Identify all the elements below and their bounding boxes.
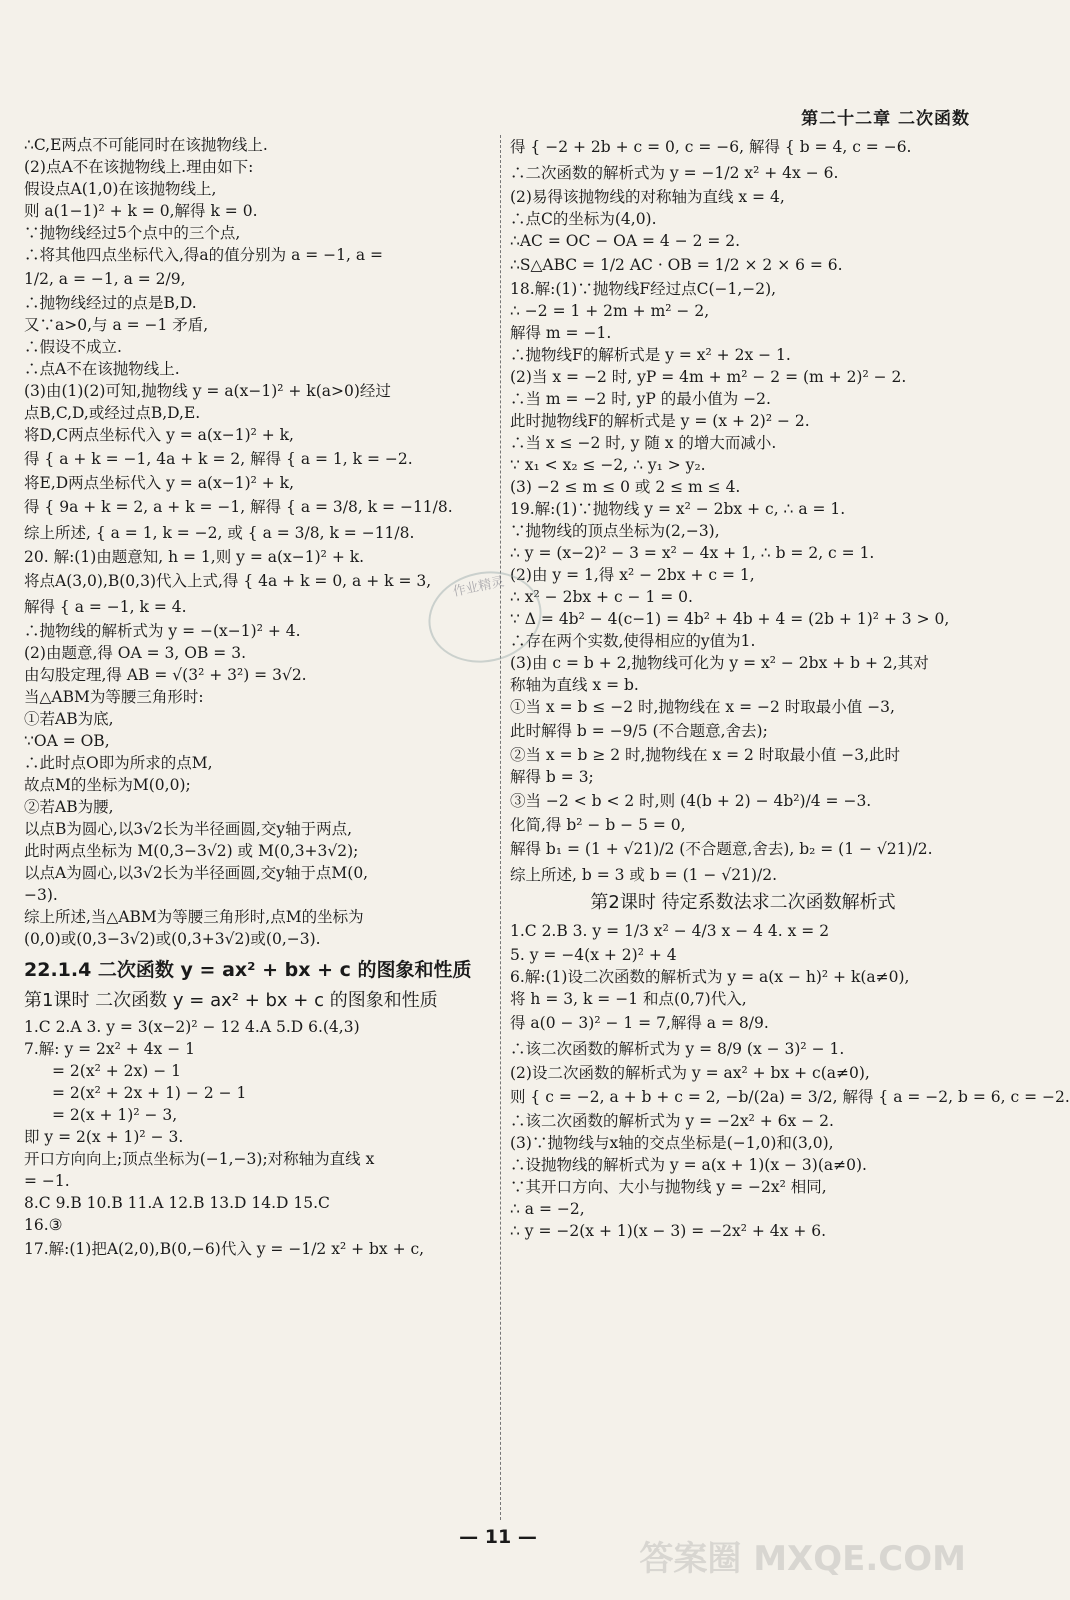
equation-system-line: 将点A(3,0),B(0,3)代入上式,得 { 4a + k = 0, a + k = 3, <box>24 572 432 590</box>
column-divider <box>500 135 501 1520</box>
text-line: 当△ABM为等腰三角形时: <box>24 688 204 706</box>
text-line: (2)易得该抛物线的对称轴为直线 x = 4, <box>510 188 785 206</box>
text-line: (2)由题意,得 OA = 3, OB = 3. <box>24 644 246 662</box>
text-line: 此时抛物线F的解析式是 y = (x + 2)² − 2. <box>510 412 810 430</box>
text-line: 化简,得 b² − b − 5 = 0, <box>510 816 686 834</box>
lesson-heading: 第1课时 二次函数 y = ax² + bx + c 的图象和性质 <box>24 990 438 1011</box>
text-line: 综上所述,当△ABM为等腰三角形时,点M的坐标为 <box>24 908 364 926</box>
left-column <box>24 134 494 1262</box>
text-line: 开口方向向上;顶点坐标为(−1,−3);对称轴为直线 x <box>24 1150 375 1168</box>
text-line: ∴存在两个实数,使得相应的y值为1. <box>510 632 756 650</box>
text-line: ③当 −2 < b < 2 时,则 (4(b + 2) − 4b²)/4 = −3. <box>510 792 872 810</box>
text-line: ∵其开口方向、大小与抛物线 y = −2x² 相同, <box>510 1178 827 1196</box>
text-line: (2)设二次函数的解析式为 y = ax² + bx + c(a≠0), <box>510 1064 870 1082</box>
answer-key-line: 5. y = −4(x + 2)² + 4 <box>510 946 677 964</box>
text-line: ∴抛物线的解析式为 y = −(x−1)² + 4. <box>24 622 301 640</box>
text-line: 解得 b = 3; <box>510 768 594 786</box>
text-line: ∵抛物线的顶点坐标为(2,−3), <box>510 522 720 540</box>
problem-start: 19.解:(1)∵抛物线 y = x² − 2bx + c, ∴ a = 1. <box>510 500 846 518</box>
text-line: 综上所述, b = 3 或 b = (1 − √21)/2. <box>510 866 778 884</box>
equation-system-line: 则 { c = −2, a + b + c = 2, −b/(2a) = 3/2, 解得 { a = −2, b = 6, c = −2. <box>510 1088 1070 1106</box>
text-line: (0,0)或(0,3−3√2)或(0,3+3√2)或(0,−3). <box>24 930 321 948</box>
text-line: = 2(x + 1)² − 3, <box>52 1106 178 1124</box>
text-line: ∴点C的坐标为(4,0). <box>510 210 657 228</box>
text-line: 以点B为圆心,以3√2长为半径画圆,交y轴于两点, <box>24 820 353 838</box>
text-line: 此时两点坐标为 M(0,3−3√2) 或 M(0,3+3√2); <box>24 842 359 860</box>
text-line: ②当 x = b ≥ 2 时,抛物线在 x = 2 时取最小值 −3,此时 <box>510 746 900 764</box>
equation-system-line: 综上所述, { a = 1, k = −2, 或 { a = 3/8, k = −11/8. <box>24 524 415 542</box>
text-line: ∴当 x ≤ −2 时, y 随 x 的增大而减小. <box>510 434 777 452</box>
text-line: ∵ x₁ < x₂ ≤ −2, ∴ y₁ > y₂. <box>510 456 706 474</box>
text-line: 故点M的坐标为M(0,0); <box>24 776 191 794</box>
text-line: ①当 x = b ≤ −2 时,抛物线在 x = −2 时取最小值 −3, <box>510 698 895 716</box>
text-line: ∴将其他四点坐标代入,得a的值分别为 a = −1, a = <box>24 246 384 264</box>
text-line: 此时解得 b = −9/5 (不合题意,舍去); <box>510 722 768 740</box>
text-line: ∴假设不成立. <box>24 338 122 356</box>
text-line: ∴设抛物线的解析式为 y = a(x + 1)(x − 3)(a≠0). <box>510 1156 867 1174</box>
text-line: 又∵a>0,与 a = −1 矛盾, <box>24 316 209 334</box>
text-line: (3)∵抛物线与x轴的交点坐标是(−1,0)和(3,0), <box>510 1134 834 1152</box>
text-line: 将D,C两点坐标代入 y = a(x−1)² + k, <box>24 426 294 444</box>
text-line: ∴S△ABC = 1/2 AC · OB = 1/2 × 2 × 6 = 6. <box>510 256 843 274</box>
text-line: 解得 b₁ = (1 + √21)/2 (不合题意,舍去), b₂ = (1 − √21)/2. <box>510 840 933 858</box>
text-line: ∴点A不在该抛物线上. <box>24 360 180 378</box>
text-line: ∴该二次函数的解析式为 y = −2x² + 6x − 2. <box>510 1112 834 1130</box>
corner-watermark-logo: 答案圈 MXQE.COM <box>639 1539 966 1579</box>
text-line: ①若AB为底, <box>24 710 114 728</box>
text-line: ∴ y = (x−2)² − 3 = x² − 4x + 1, ∴ b = 2, c = 1. <box>510 544 875 562</box>
text-line: 将E,D两点坐标代入 y = a(x−1)² + k, <box>24 474 294 492</box>
text-line: 得 a(0 − 3)² − 1 = 7,解得 a = 8/9. <box>510 1014 769 1032</box>
text-line: ∴二次函数的解析式为 y = −1/2 x² + 4x − 6. <box>510 164 839 182</box>
text-line: ∴ y = −2(x + 1)(x − 3) = −2x² + 4x + 6. <box>510 1222 827 1240</box>
text-line: ②若AB为腰, <box>24 798 114 816</box>
text-line: 称轴为直线 x = b. <box>510 676 639 694</box>
text-line: ∵抛物线经过5个点中的三个点, <box>24 224 241 242</box>
text-line: (2)点A不在该抛物线上.理由如下: <box>24 158 254 176</box>
text-line: 即 y = 2(x + 1)² − 3. <box>24 1128 184 1146</box>
answer-key-line: 1.C 2.A 3. y = 3(x−2)² − 12 4.A 5.D 6.(4,3) <box>24 1018 360 1036</box>
text-line: ∴C,E两点不可能同时在该抛物线上. <box>24 136 268 154</box>
text-line: ∴ x² − 2bx + c − 1 = 0. <box>510 588 693 606</box>
problem-start: 20. 解:(1)由题意知, h = 1,则 y = a(x−1)² + k. <box>24 548 365 566</box>
equation-system-line: 解得 { a = −1, k = 4. <box>24 598 187 616</box>
text-line: 将 h = 3, k = −1 和点(0,7)代入, <box>510 990 747 1008</box>
text-line: ∴此时点O即为所求的点M, <box>24 754 213 772</box>
text-line: 解得 m = −1. <box>510 324 612 342</box>
section-heading: 22.1.4 二次函数 y = ax² + bx + c 的图象和性质 <box>24 959 472 981</box>
text-line: 假设点A(1,0)在该抛物线上, <box>24 180 217 198</box>
equation-system-line: 得 { −2 + 2b + c = 0, c = −6, 解得 { b = 4, c = −6. <box>510 138 912 156</box>
problem-start: 18.解:(1)∵抛物线F经过点C(−1,−2), <box>510 280 777 298</box>
text-line: ∴AC = OC − OA = 4 − 2 = 2. <box>510 232 741 250</box>
problem-start: 17.解:(1)把A(2,0),B(0,−6)代入 y = −1/2 x² + bx + c, <box>24 1240 425 1258</box>
text-line: ∴抛物线经过的点是B,D. <box>24 294 197 312</box>
text-line: (3) −2 ≤ m ≤ 0 或 2 ≤ m ≤ 4. <box>510 478 741 496</box>
text-line: 则 a(1−1)² + k = 0,解得 k = 0. <box>24 202 258 220</box>
text-line: ∵OA = OB, <box>24 732 110 750</box>
text-line: 由勾股定理,得 AB = √(3² + 3²) = 3√2. <box>24 666 307 684</box>
text-line: ∴抛物线F的解析式是 y = x² + 2x − 1. <box>510 346 791 364</box>
chapter-header: 第二十二章 二次函数 <box>801 109 970 129</box>
problem-start: 7.解: y = 2x² + 4x − 1 <box>24 1040 195 1058</box>
text-line: ∵ Δ = 4b² − 4(c−1) = 4b² + 4b + 4 = (2b + 1)² + 3 > 0, <box>510 610 950 628</box>
text-line: (2)当 x = −2 时, yP = 4m + m² − 2 = (m + 2)² − 2. <box>510 368 907 386</box>
answer-key-line: 8.C 9.B 10.B 11.A 12.B 13.D 14.D 15.C <box>24 1194 330 1212</box>
text-line: (3)由(1)(2)可知,抛物线 y = a(x−1)² + k(a>0)经过 <box>24 382 391 400</box>
right-column <box>510 134 1070 1242</box>
text-line: 以点A为圆心,以3√2长为半径画圆,交y轴于点M(0, <box>24 864 369 882</box>
text-line: = 2(x² + 2x) − 1 <box>52 1062 181 1080</box>
text-line: (3)由 c = b + 2,抛物线可化为 y = x² − 2bx + b + 2,其对 <box>510 654 929 672</box>
equation-system-line: 得 { a + k = −1, 4a + k = 2, 解得 { a = 1, k = −2. <box>24 450 413 468</box>
page-number: — 11 — <box>459 1526 537 1548</box>
text-line: 1/2, a = −1, a = 2/9, <box>24 270 186 288</box>
answer-key-line: 16.③ <box>24 1216 63 1234</box>
text-line: 点B,C,D,或经过点B,D,E. <box>24 404 201 422</box>
stamp-text: 作业精灵 <box>451 574 506 600</box>
text-line: ∴ a = −2, <box>510 1200 585 1218</box>
equation-system-line: 得 { 9a + k = 2, a + k = −1, 解得 { a = 3/8, k = −11/8. <box>24 498 453 516</box>
text-line: ∴当 m = −2 时, yP 的最小值为 −2. <box>510 390 771 408</box>
lesson-heading: 第2课时 待定系数法求二次函数解析式 <box>590 892 896 913</box>
text-line: ∴该二次函数的解析式为 y = 8/9 (x − 3)² − 1. <box>510 1040 845 1058</box>
answer-key-line: 1.C 2.B 3. y = 1/3 x² − 4/3 x − 4 4. x = 2 <box>510 922 830 940</box>
text-line: −3). <box>24 886 58 904</box>
text-line: ∴ −2 = 1 + 2m + m² − 2, <box>510 302 710 320</box>
text-line: (2)由 y = 1,得 x² − 2bx + c = 1, <box>510 566 755 584</box>
problem-start: 6.解:(1)设二次函数的解析式为 y = a(x − h)² + k(a≠0), <box>510 968 910 986</box>
text-line: = 2(x² + 2x + 1) − 2 − 1 <box>52 1084 247 1102</box>
text-line: = −1. <box>24 1172 70 1190</box>
